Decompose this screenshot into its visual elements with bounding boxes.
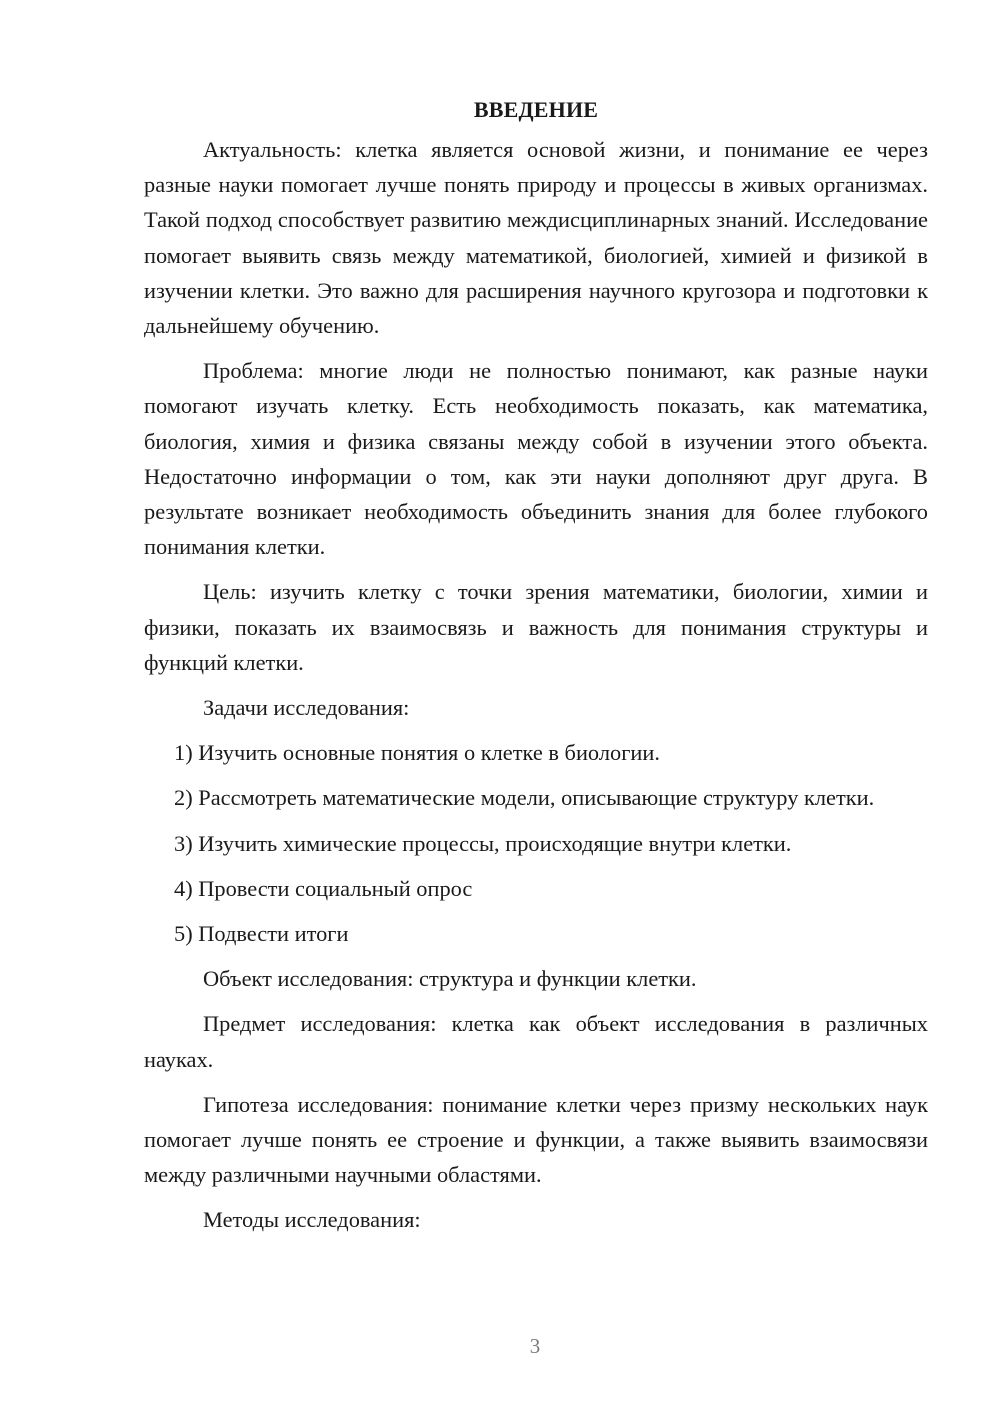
paragraph-relevance: Актуальность: клетка является основой жизни, и понимание ее через разные науки помогает лучше понять природу и процессы в живых организмах. Такой подход способствует развитию междисциплинарных знаний. Исследование помогает выявить связь между математикой, биологией, химией и физикой в изучении клетки. Это важно для расширения научного кругозора и подготовки к дальнейшему обучению. <box>144 137 928 339</box>
task-item-5: 5) Подвести итоги <box>174 921 349 947</box>
document-page <box>144 92 928 1248</box>
paragraph-object: Объект исследования: структура и функции клетки. <box>203 966 697 992</box>
task-item-3: 3) Изучить химические процессы, происходящие внутри клетки. <box>174 830 792 856</box>
task-item-4: 4) Провести социальный опрос <box>174 875 473 901</box>
methods-heading: Методы исследования: <box>203 1207 421 1233</box>
paragraph-subject: Предмет исследования: клетка как объект исследования в различных науках. <box>144 1011 928 1072</box>
tasks-heading: Задачи исследования: <box>203 695 410 721</box>
section-title: ВВЕДЕНИЕ <box>473 97 599 122</box>
paragraph-problem: Проблема: многие люди не полностью понимают, как разные науки помогают изучать клетку. Есть необходимость показать, как математика, биология, химия и физика связаны между собой в изучении этого объекта. Недостаточно информации о том, как эти науки дополняют друг друга. В результате возникает необходимость объединить знания для более глубокого понимания клетки. <box>144 358 928 560</box>
task-item-2: 2) Рассмотреть математические модели, описывающие структуру клетки. <box>174 785 875 811</box>
paragraph-goal: Цель: изучить клетку с точки зрения математики, биологии, химии и физики, показать их взаимосвязь и важность для понимания структуры и функций клетки. <box>144 579 928 675</box>
task-item-1: 1) Изучить основные понятия о клетке в биологии. <box>174 740 660 766</box>
paragraph-hypothesis: Гипотеза исследования: понимание клетки через призму нескольких наук помогает лучше понять ее строение и функции, а также выявить взаимосвязи между различными научными областями. <box>144 1091 928 1188</box>
page-number: 3 <box>529 1334 541 1358</box>
